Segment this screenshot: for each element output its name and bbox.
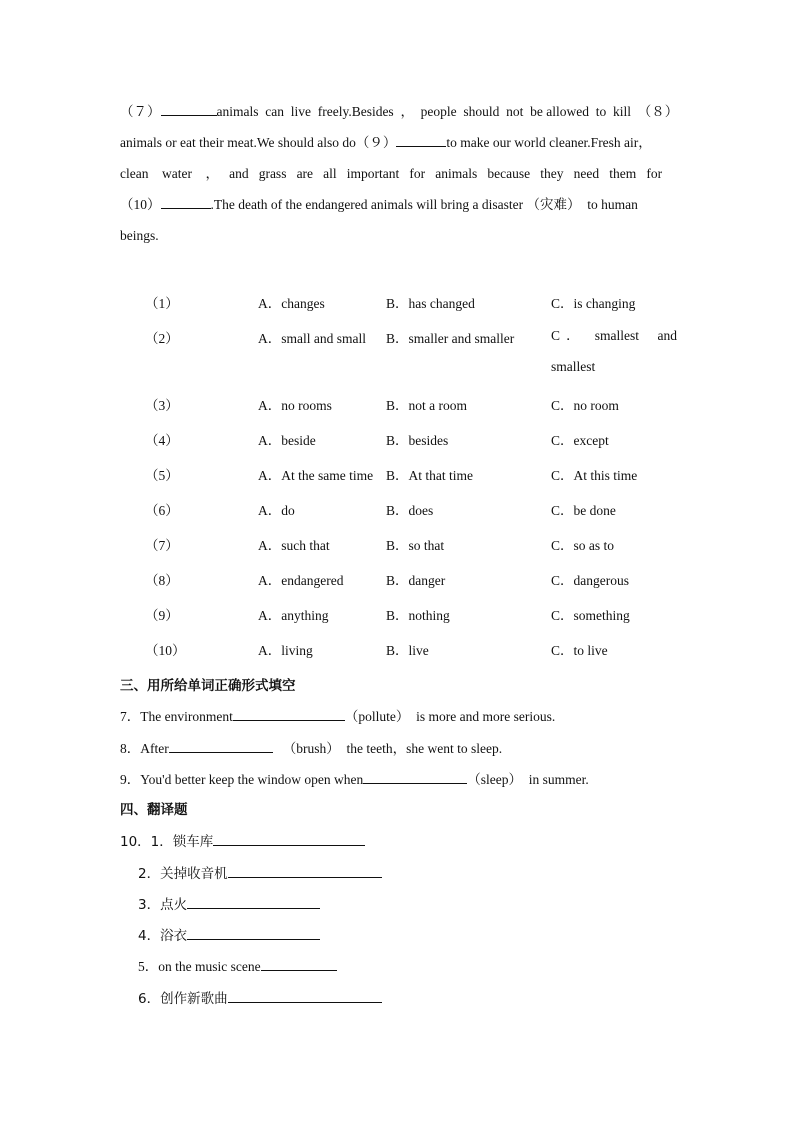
option-a[interactable]: A．such that xyxy=(258,538,330,553)
passage-text: beings. xyxy=(120,228,159,243)
translation-prompt: 3．点火 xyxy=(138,897,188,913)
option-a[interactable]: A．anything xyxy=(258,608,329,623)
question-number: （4） xyxy=(145,433,179,448)
answer-blank[interactable] xyxy=(261,956,337,971)
option-b[interactable]: B．so that xyxy=(386,538,445,553)
option-a[interactable]: A．beside xyxy=(258,433,316,448)
question-text: 7．The environment xyxy=(120,709,233,724)
blank-number-10: （10） xyxy=(120,197,161,212)
passage-line-4 xyxy=(120,189,675,220)
answer-blank[interactable] xyxy=(169,738,273,753)
question-number: （1） xyxy=(145,296,179,311)
passage-line-2 xyxy=(120,127,675,158)
answer-blank[interactable] xyxy=(213,831,365,846)
option-b[interactable]: B．live xyxy=(386,643,429,658)
option-c[interactable]: C．so as to xyxy=(551,538,615,553)
question-number: （10） xyxy=(145,643,186,658)
option-row xyxy=(145,631,677,666)
question-text: （sleep） in summer. xyxy=(467,772,589,787)
answer-blank[interactable] xyxy=(363,769,467,784)
answer-blank-10[interactable] xyxy=(161,194,211,209)
question-text: 9．You'd better keep the window open when xyxy=(120,772,364,787)
translation-prompt: 4．浴衣 xyxy=(138,928,188,944)
option-c[interactable]: C．At this time xyxy=(551,468,638,483)
option-c[interactable]: C．be done xyxy=(551,503,616,518)
translation-prompt: 5．on the music scene xyxy=(138,959,261,974)
translation-item-2 xyxy=(138,862,382,882)
translation-item-6 xyxy=(138,987,382,1007)
option-c[interactable]: C．except xyxy=(551,433,609,448)
option-c[interactable] xyxy=(551,320,677,382)
passage-paragraph xyxy=(120,96,679,251)
question-number: （2） xyxy=(145,331,179,346)
option-row xyxy=(145,491,677,526)
option-row xyxy=(145,456,677,491)
option-b[interactable]: B．does xyxy=(386,503,434,518)
option-a[interactable]: A．do xyxy=(258,503,295,518)
answer-blank[interactable] xyxy=(228,988,382,1003)
option-c[interactable]: C．is changing xyxy=(551,296,636,311)
question-9 xyxy=(120,768,589,788)
section-3-title: 三、用所给单词正确形式填空 xyxy=(120,678,296,694)
question-7 xyxy=(120,705,555,725)
option-row xyxy=(145,386,677,421)
option-b[interactable]: B．smaller and smaller xyxy=(386,331,515,346)
passage-text: clean water ， and grass are all important for animals because they need them for xyxy=(120,166,663,181)
answer-blank[interactable] xyxy=(187,925,320,940)
option-b[interactable]: B．nothing xyxy=(386,608,450,623)
option-b[interactable]: B．danger xyxy=(386,573,446,588)
option-c[interactable]: C．no room xyxy=(551,398,619,413)
option-b[interactable]: B．besides xyxy=(386,433,449,448)
question-8 xyxy=(120,737,502,757)
translation-item-3 xyxy=(138,893,320,913)
passage-line-5 xyxy=(120,220,675,251)
question-number: （8） xyxy=(145,573,179,588)
translation-prompt: 6．创作新歌曲 xyxy=(138,991,228,1007)
passage-text: to make our world cleaner.Fresh air， xyxy=(446,135,652,150)
section-4-title: 四、翻译题 xyxy=(120,802,188,818)
translation-prompt: 10．1．锁车库 xyxy=(120,834,214,850)
option-b[interactable]: B．not a room xyxy=(386,398,467,413)
option-c[interactable]: C．something xyxy=(551,608,630,623)
option-c-line-1: C ． smallest and xyxy=(551,328,677,343)
answer-blank-7[interactable] xyxy=(161,101,217,116)
option-row xyxy=(145,526,677,561)
translation-prompt: 2．关掉收音机 xyxy=(138,866,228,882)
question-text: 8．After xyxy=(120,741,169,756)
option-c[interactable]: C．dangerous xyxy=(551,573,629,588)
options-table xyxy=(145,284,677,666)
passage-text: animals can live freely.Besides ， people should not be allowed to kill （８） xyxy=(216,104,679,119)
question-number: （3） xyxy=(145,398,179,413)
option-a[interactable]: A．small and small xyxy=(258,331,366,346)
option-row xyxy=(145,596,677,631)
passage-text: animals or eat their meat.We should also do（９） xyxy=(120,135,397,150)
blank-number-7: （７） xyxy=(120,104,161,119)
question-number: （7） xyxy=(145,538,179,553)
passage-text: .The death of the endangered animals will bring a disaster （灾难） to human xyxy=(210,197,638,212)
option-a[interactable]: A．At the same time xyxy=(258,468,374,483)
answer-blank[interactable] xyxy=(187,894,320,909)
option-row xyxy=(145,319,677,386)
question-number: （5） xyxy=(145,468,179,483)
question-text: （pollute） is more and more serious. xyxy=(344,709,556,724)
option-row xyxy=(145,421,677,456)
answer-blank[interactable] xyxy=(233,706,345,721)
translation-item-1 xyxy=(120,830,365,850)
option-b[interactable]: B．has changed xyxy=(386,296,475,311)
option-a[interactable]: A．endangered xyxy=(258,573,344,588)
option-a[interactable]: A．changes xyxy=(258,296,325,311)
answer-blank-9[interactable] xyxy=(396,132,446,147)
option-a[interactable]: A．living xyxy=(258,643,313,658)
question-number: （9） xyxy=(145,608,179,623)
question-number: （6） xyxy=(145,503,179,518)
option-row xyxy=(145,284,677,319)
translation-item-4 xyxy=(138,924,320,944)
answer-blank[interactable] xyxy=(228,863,382,878)
option-a[interactable]: A．no rooms xyxy=(258,398,332,413)
passage-line-1 xyxy=(120,96,679,127)
passage-line-3 xyxy=(120,158,675,189)
translation-item-5 xyxy=(138,955,337,975)
option-row xyxy=(145,561,677,596)
option-b[interactable]: B．At that time xyxy=(386,468,473,483)
option-c-line-2: smallest xyxy=(551,359,596,374)
question-text: （brush） the teeth，she went to sleep. xyxy=(282,741,503,756)
option-c[interactable]: C．to live xyxy=(551,643,608,658)
